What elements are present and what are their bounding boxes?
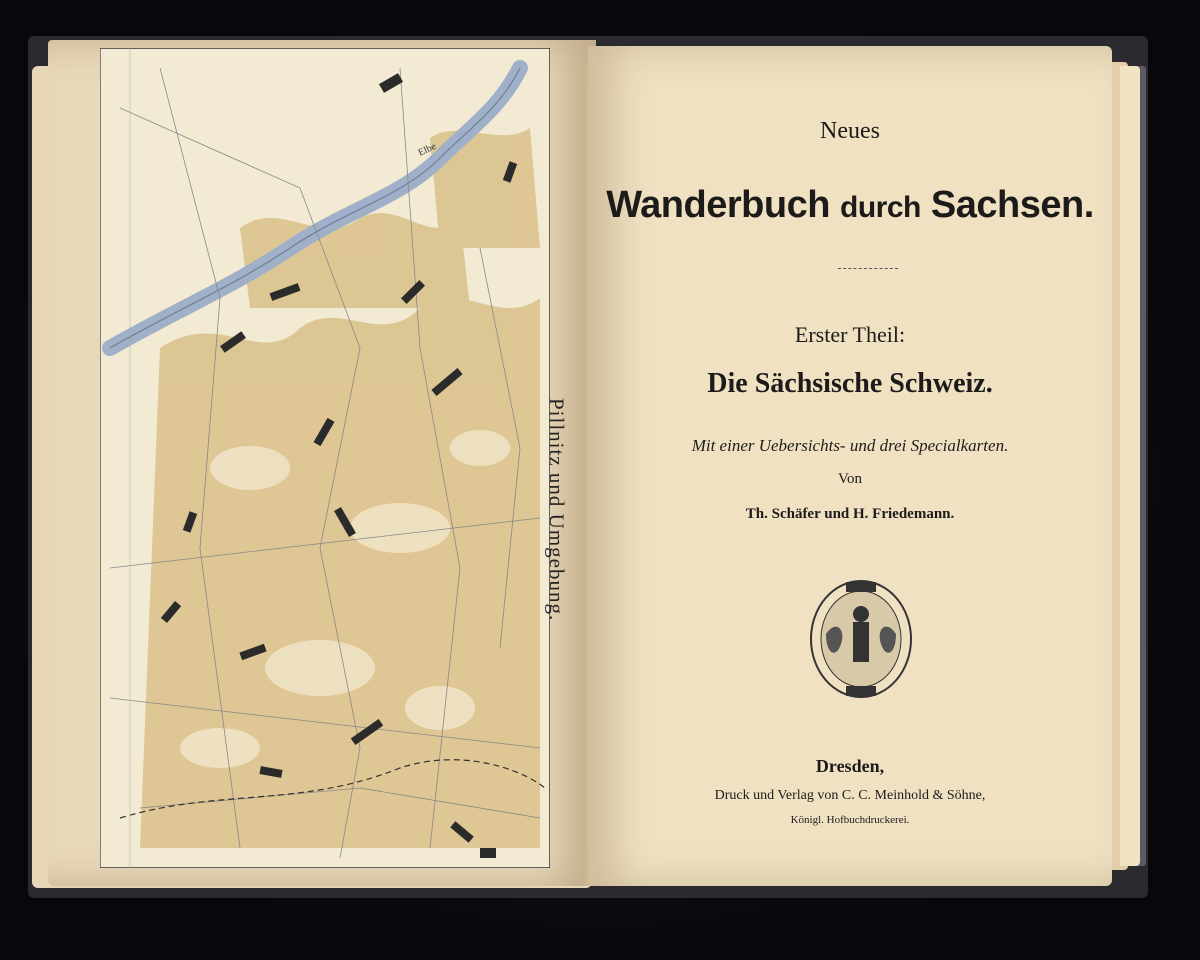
map-side-label: Pillnitz und Umgebung. (544, 398, 569, 622)
title-page (588, 46, 1112, 886)
printer: Königl. Hofbuchdruckerei. (790, 814, 910, 826)
publisher: Druck und Verlag von C. C. Meinhold & Söhne, (714, 788, 986, 803)
publisher-seal-icon (806, 574, 916, 704)
authors: Th. Schäfer und H. Friedemann. (745, 506, 955, 522)
main-title-word-2: durch (840, 191, 921, 224)
pillnitz-map (100, 48, 550, 868)
part-label: Erster Theil: (794, 322, 906, 347)
left-page-map (48, 40, 596, 886)
by-label: Von (838, 471, 862, 487)
main-title-word-1: Wanderbuch (606, 184, 830, 226)
main-title (588, 184, 1112, 227)
subtitle: Die Sächsische Schweiz. (707, 368, 993, 399)
title-line-neues: Neues (820, 118, 880, 144)
maps-note: Mit einer Uebersichts- und drei Specialkarten. (691, 436, 1009, 455)
open-book (28, 36, 1148, 898)
map-river-label: Elbe (416, 141, 438, 159)
main-title-word-3: Sachsen. (930, 184, 1094, 226)
right-page-edge-outer (1120, 66, 1140, 866)
divider-rule (838, 268, 898, 269)
city: Dresden, (815, 756, 885, 776)
